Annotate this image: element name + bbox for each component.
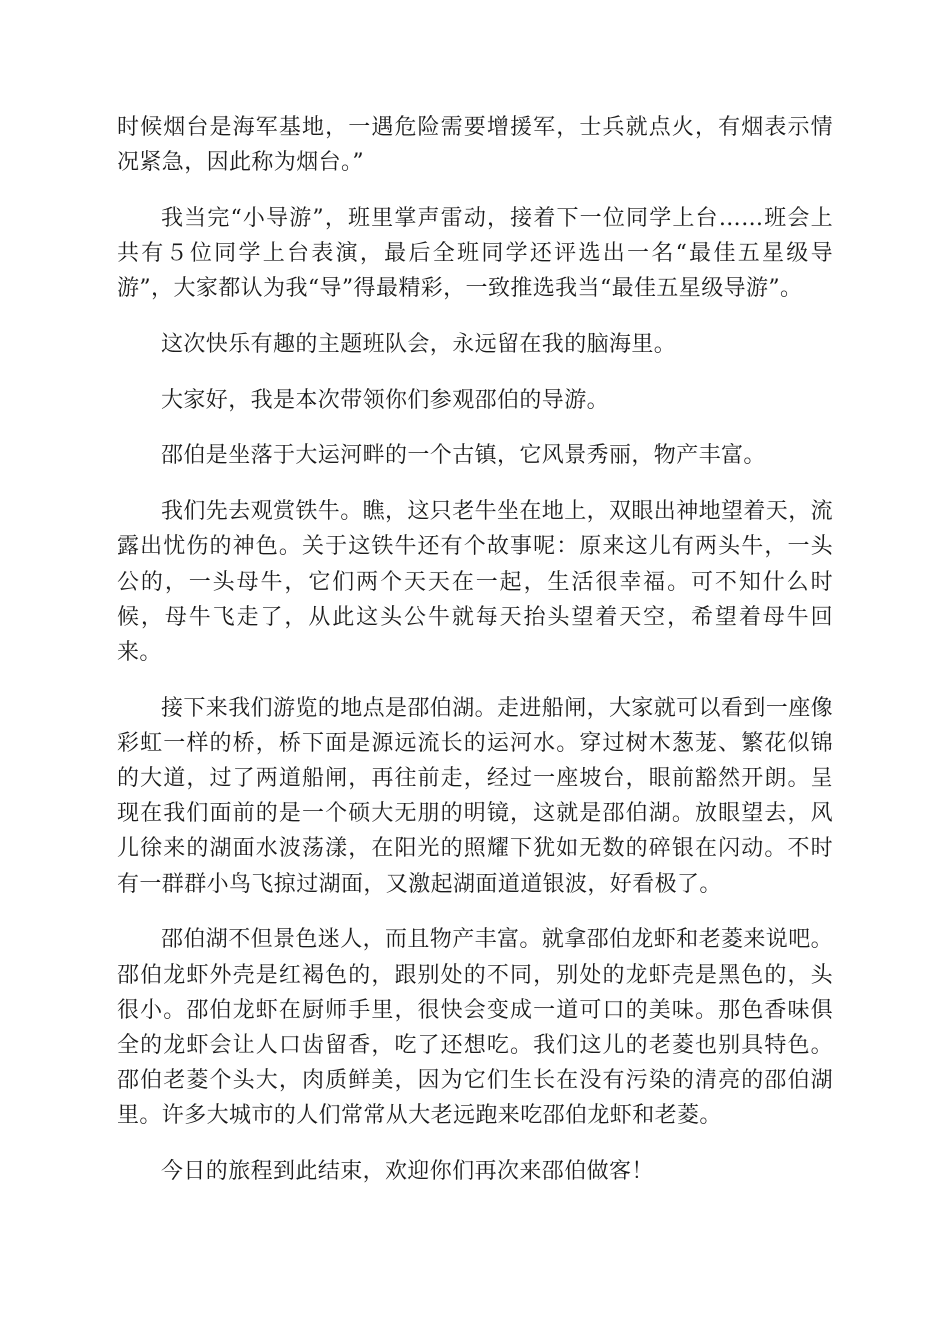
paragraph-class-meeting: 这次快乐有趣的主题班队会，永远留在我的脑海里。 — [161, 332, 677, 358]
paragraph-shaobo-lake: 接下来我们游览的地点是邵伯湖。走进船闸，大家就可以看到一座像彩虹一样的桥，桥下面是源远流长的运河水。穿过树木葱茏、繁花似锦的大道，过了两道船闸，再往前走，经过一座坡台，眼前豁然开朗。呈现在我们面前的是一个硕大无朋的明镜，这就是邵伯湖。放眼望去，风儿徐来的湖面水波荡漾，在阳光的照耀下犹如无数的碎银在闪动。不时有一群群小鸟飞掠过湖面，又激起湖面道道银波，好看极了。 — [117, 695, 834, 897]
paragraph-farewell: 今日的旅程到此结束，欢迎你们再次来邵伯做客！ — [161, 1159, 654, 1185]
paragraph-little-guide: 我当完“小导游”，班里掌声雷动，接着下一位同学上台……班会上共有５位同学上台表演，最后全班同学还评选出一名“最佳五星级导游”，大家都认为我“导”得最精彩，一致推选我当“最佳五星级导游”。 — [117, 205, 833, 302]
paragraph-greeting: 大家好，我是本次带领你们参观邵伯的导游。 — [161, 387, 610, 413]
paragraph-iron-ox: 我们先去观赏铁牛。瞧，这只老牛坐在地上，双眼出神地望着天，流露出忧伤的神色。关于这铁牛还有个故事呢：原来这儿有两头牛，一头公的，一头母牛，它们两个天天在一起，生活很幸福。可不知什么时候，母牛飞走了，从此这头公牛就每天抬头望着天空，希望着母牛回来。 — [117, 499, 834, 665]
paragraph-continuation: 时候烟台是海军基地，一遇危险需要增援军，士兵就点火，有烟表示情况紧急，因此称为烟台。” — [117, 115, 833, 176]
paragraph-products: 邵伯湖不但景色迷人，而且物产丰富。就拿邵伯龙虾和老菱来说吧。邵伯龙虾外壳是红褐色的，跟别处的不同，别处的龙虾壳是黑色的，头很小。邵伯龙虾在厨师手里，很快会变成一道可口的美味。那色香味俱全的龙虾会让人口齿留香，吃了还想吃。我们这儿的老菱也别具特色。邵伯老菱个头大，肉质鲜美，因为它们生长在没有污染的清亮的邵伯湖里。许多大城市的人们常常从大老远跑来吃邵伯龙虾和老菱。 — [117, 927, 834, 1129]
paragraph-shaobo-intro: 邵伯是坐落于大运河畔的一个古镇，它风景秀丽，物产丰富。 — [161, 443, 766, 469]
document-body — [117, 110, 833, 1210]
